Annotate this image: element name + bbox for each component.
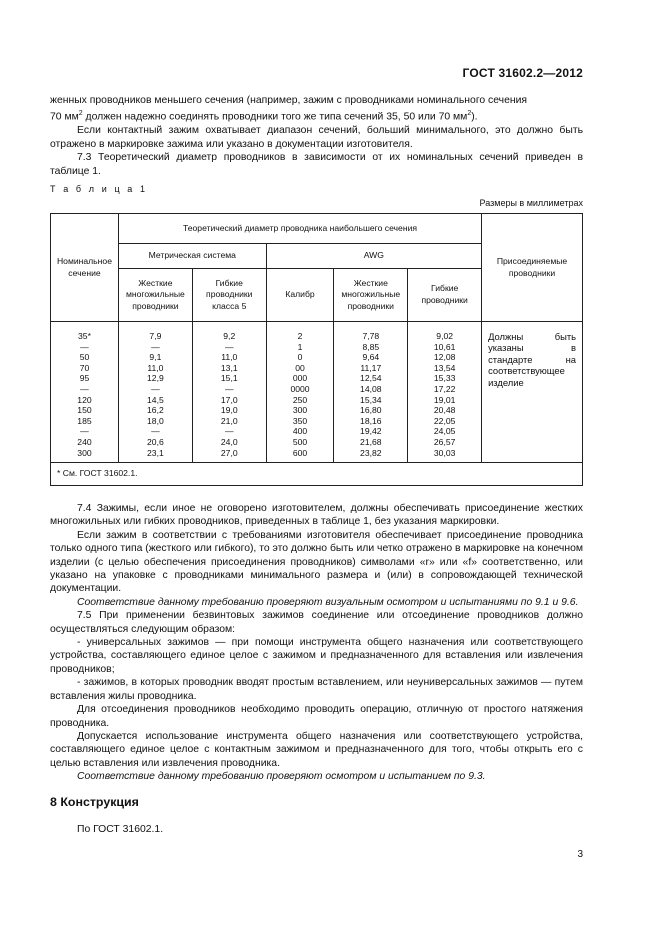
section-8-title: 8 Конструкция	[50, 795, 139, 809]
table-footnote: * См. ГОСТ 31602.1.	[51, 463, 583, 486]
header-connected: Присоединяемые проводники	[482, 214, 583, 322]
page-number: 3	[577, 849, 583, 860]
column-awg-rigid: 7,78 8,85 9,64 11,17 12,54 14,08 15,34 16,80 18,16 19,42 21,68 23,82	[334, 322, 408, 463]
standard-designation: ГОСТ 31602.2—2012	[462, 66, 583, 80]
column-metric-rigid: 7,9 — 9,1 11,0 12,9 — 14,5 16,2 18,0 — 20,6 23,1	[118, 322, 192, 463]
header-awg: AWG	[266, 244, 481, 269]
column-metric-flexible: 9,2 — 11,0 13,1 15,1 — 17,0 19,0 21,0 — 24,0 27,0	[192, 322, 266, 463]
paragraph-range: Если контактный зажим охватывает диапазон сечений, больший минимального, это должно быть отражено в маркировке зажима или указано в документации изготовителя.	[50, 125, 583, 150]
table-1	[50, 213, 583, 486]
section-7-text	[50, 502, 583, 784]
paragraph-7-4: 7.4 Зажимы, если иное не оговорено изготовителем, должны обеспечивать присоединение жестких многожильных или гибких проводников, приведенных в таблице 1, без указания маркировки.	[50, 503, 583, 528]
paragraph-7-5-universal: - универсальных зажимов — при помощи инструмента общего назначения или соответствующего устройства, составляющего единое целое с зажимом и предназначенного для вставления или извлечения проводников;	[50, 637, 583, 675]
table-units: Размеры в миллиметрах	[479, 198, 583, 208]
table-caption: Т а б л и ц а 1	[50, 184, 148, 194]
header-awg-rigid: Жесткие многожильные проводники	[334, 269, 408, 322]
section-8-text: По ГОСТ 31602.1.	[77, 824, 164, 835]
column-nominal: 35* — 50 70 95 — 120 150 185 — 240 300	[51, 322, 119, 463]
paragraph-7-4-type: Если зажим в соответствии с требованиями изготовителя обеспечивает присоединение проводника только одного типа (жесткого или гибкого), то это должно быть или четко отражено в маркировке на конечном изделии (с целью обеспечения присоединения проводников) символами «r» или «f» соответственно, или указано на упаковке с проводниками минимального размера и (или) в сопровождающей технической документации.	[50, 529, 583, 595]
header-metric-rigid: Жесткие многожильные проводники	[118, 269, 192, 322]
column-awg-flexible: 9,02 10,61 12,08 13,54 15,33 17,22 19,01 20,48 22,05 24,05 26,57 30,03	[408, 322, 482, 463]
paragraph-7-5-check: Соответствие данному требованию проверяют осмотром и испытанием по 9.3.	[77, 771, 486, 783]
connected-conductors-note: Должны быть указаны в стандарте на соответствующее изделие	[482, 322, 583, 463]
column-awg-caliber: 2 1 0 00 000 0000 250 300 350 400 500 600	[266, 322, 334, 463]
header-theoretical: Теоретический диаметр проводника наибольшего сечения	[118, 214, 481, 244]
paragraph-7-3: 7.3 Теоретический диаметр проводников в зависимости от их номинальных сечений приведен в таблице 1.	[50, 152, 583, 177]
header-awg-caliber: Калибр	[266, 269, 334, 322]
paragraph-7-5-tool: Допускается использование инструмента общего назначения или соответствующего устройства, составляющего единое целое с контактным зажимом и предназначенного для того, чтобы открыть его с целью вставления или извлечения проводника.	[50, 730, 583, 769]
intro-text	[50, 94, 583, 178]
paragraph-7-5: 7.5 При применении безвинтовых зажимов соединение или отсоединение проводников должно осуществляться следующим образом:	[50, 610, 583, 635]
header-metric: Метрическая система	[118, 244, 266, 269]
paragraph-7-4-check: Соответствие данному требованию проверяют визуальным осмотром и испытаниями по 9.1 и 9.6.	[77, 596, 579, 608]
paragraph-continuation: женных проводников меньшего сечения (например, зажим с проводниками номинального сечения 70 $мм^2$ должен надежно соединять проводники того же типа сечений 35, 50 или 70 $мм^2$).	[50, 95, 528, 123]
header-awg-flexible: Гибкие проводники	[408, 269, 482, 322]
header-metric-flexible: Гибкие проводники класса 5	[192, 269, 266, 322]
paragraph-7-5-disconnect: Для отсоединения проводников необходимо проводить операцию, отличную от простого натяжения проводника.	[50, 704, 583, 729]
header-nominal: Номинальное сечение	[51, 214, 119, 322]
paragraph-7-5-pushin: - зажимов, в которых проводник вводят простым вставлением, или неуниверсальных зажимов — путем вставления жилы проводника.	[50, 677, 583, 702]
